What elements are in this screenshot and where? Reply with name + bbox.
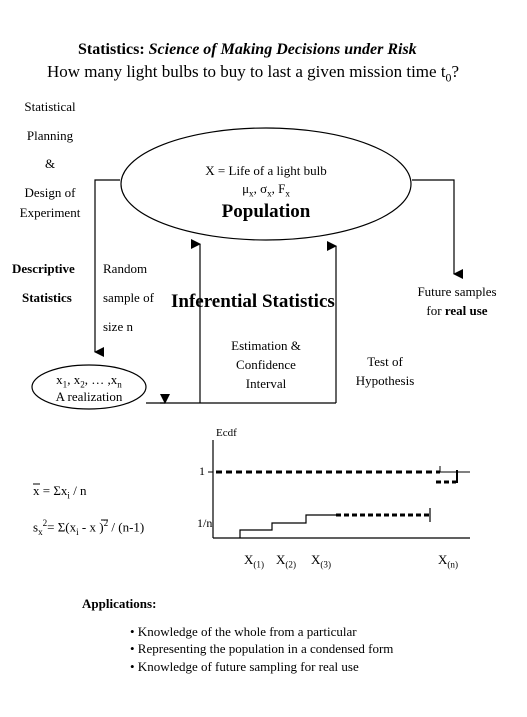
ecdf-ylabel: Ecdf xyxy=(216,427,237,439)
test-line1: Test of xyxy=(367,354,403,369)
mu-symbol: μ xyxy=(242,181,250,196)
label-amp: & xyxy=(44,156,56,171)
question-sub: 0 xyxy=(445,70,452,85)
label-statistical: Statistical xyxy=(24,99,76,114)
random-line1: Random xyxy=(103,261,148,276)
formula-var-rhs-sup: 2 xyxy=(103,518,109,528)
estimation-line1: Estimation & xyxy=(231,338,301,353)
ecdf-y-one: 1 xyxy=(199,464,205,478)
formula-var-rhs2: - x ) xyxy=(78,519,104,535)
formula-var-rhs-sub: i xyxy=(76,526,79,537)
applications-item: • Representing the population in a condensed form xyxy=(130,641,394,656)
mu-sub: x xyxy=(249,188,254,199)
label-planning: Planning xyxy=(26,128,74,143)
applications-heading: Applications: xyxy=(82,596,157,611)
formula-var-sup: 2 xyxy=(42,518,48,528)
formula-var-rhs1: = Σ(x xyxy=(47,519,77,535)
formula-var-rhs3: / (n-1) xyxy=(108,519,145,535)
label-statistics: Statistics xyxy=(22,290,72,305)
estimation-line2: Confidence xyxy=(236,357,296,372)
ecdf-y-one-over-n: 1/n xyxy=(197,516,213,530)
inferential-title: Inferential Statistics xyxy=(171,291,335,312)
population-line1: X = Life of a light bulb xyxy=(205,163,327,178)
formula-mean-end: / n xyxy=(69,483,87,498)
page-title xyxy=(78,42,417,58)
F-symbol: F xyxy=(278,181,286,196)
applications-item: • Knowledge of future sampling for real use xyxy=(130,659,359,674)
random-line2: sample of xyxy=(103,290,154,305)
page-question xyxy=(47,63,459,84)
formula-variance xyxy=(33,519,144,537)
label-design-of: Design of xyxy=(24,185,76,200)
formula-mean-main: x = Σx xyxy=(33,483,68,498)
question-text: How many light bulbs to buy to last a given mission time t xyxy=(47,62,446,81)
formula-mean xyxy=(33,484,87,501)
future-line2-bold: real use xyxy=(444,303,488,318)
formula-mean-sub: i xyxy=(67,490,70,501)
ecdf-xn: $X_{(n)}$ xyxy=(438,552,458,570)
realization-line2: A realization xyxy=(55,389,123,404)
formula-var-sub: x xyxy=(38,526,43,537)
ecdf-step-line xyxy=(240,515,340,538)
test-line2: Hypothesis xyxy=(355,373,415,388)
population-title: Population xyxy=(221,201,311,222)
question-end: ? xyxy=(451,62,460,81)
sigma-sub: x xyxy=(267,188,272,199)
title-emphasis: Science of Making Decisions under Risk xyxy=(148,41,417,58)
title-prefix: Statistics: xyxy=(78,41,149,58)
arrow-to-future xyxy=(412,180,454,274)
ecdf-x2: $X_{(2)}$ xyxy=(276,552,296,570)
population-params: $\mu_x$, $\sigma_x$, $F_x$ xyxy=(242,181,290,199)
ecdf-final-step xyxy=(440,466,470,472)
label-descriptive: Descriptive xyxy=(12,261,75,276)
applications-item: • Knowledge of the whole from a particular xyxy=(130,624,357,639)
ecdf-x3: $X_{(3)}$ xyxy=(311,552,331,570)
label-experiment: Experiment xyxy=(19,205,81,220)
future-line2 xyxy=(396,304,518,317)
formula-var-lhs: s xyxy=(33,519,39,535)
random-line3: size n xyxy=(103,319,133,334)
realization-line1: $x_1$, $x_2$, … $,x_n$ xyxy=(56,372,122,390)
F-sub: x xyxy=(285,188,290,199)
future-line1: Future samples xyxy=(417,284,497,299)
ecdf-x1: $X_{(1)}$ xyxy=(244,552,264,570)
sigma-symbol: σ xyxy=(260,181,268,196)
estimation-line3: Interval xyxy=(245,376,287,391)
future-line2-prefix: for xyxy=(426,303,445,318)
